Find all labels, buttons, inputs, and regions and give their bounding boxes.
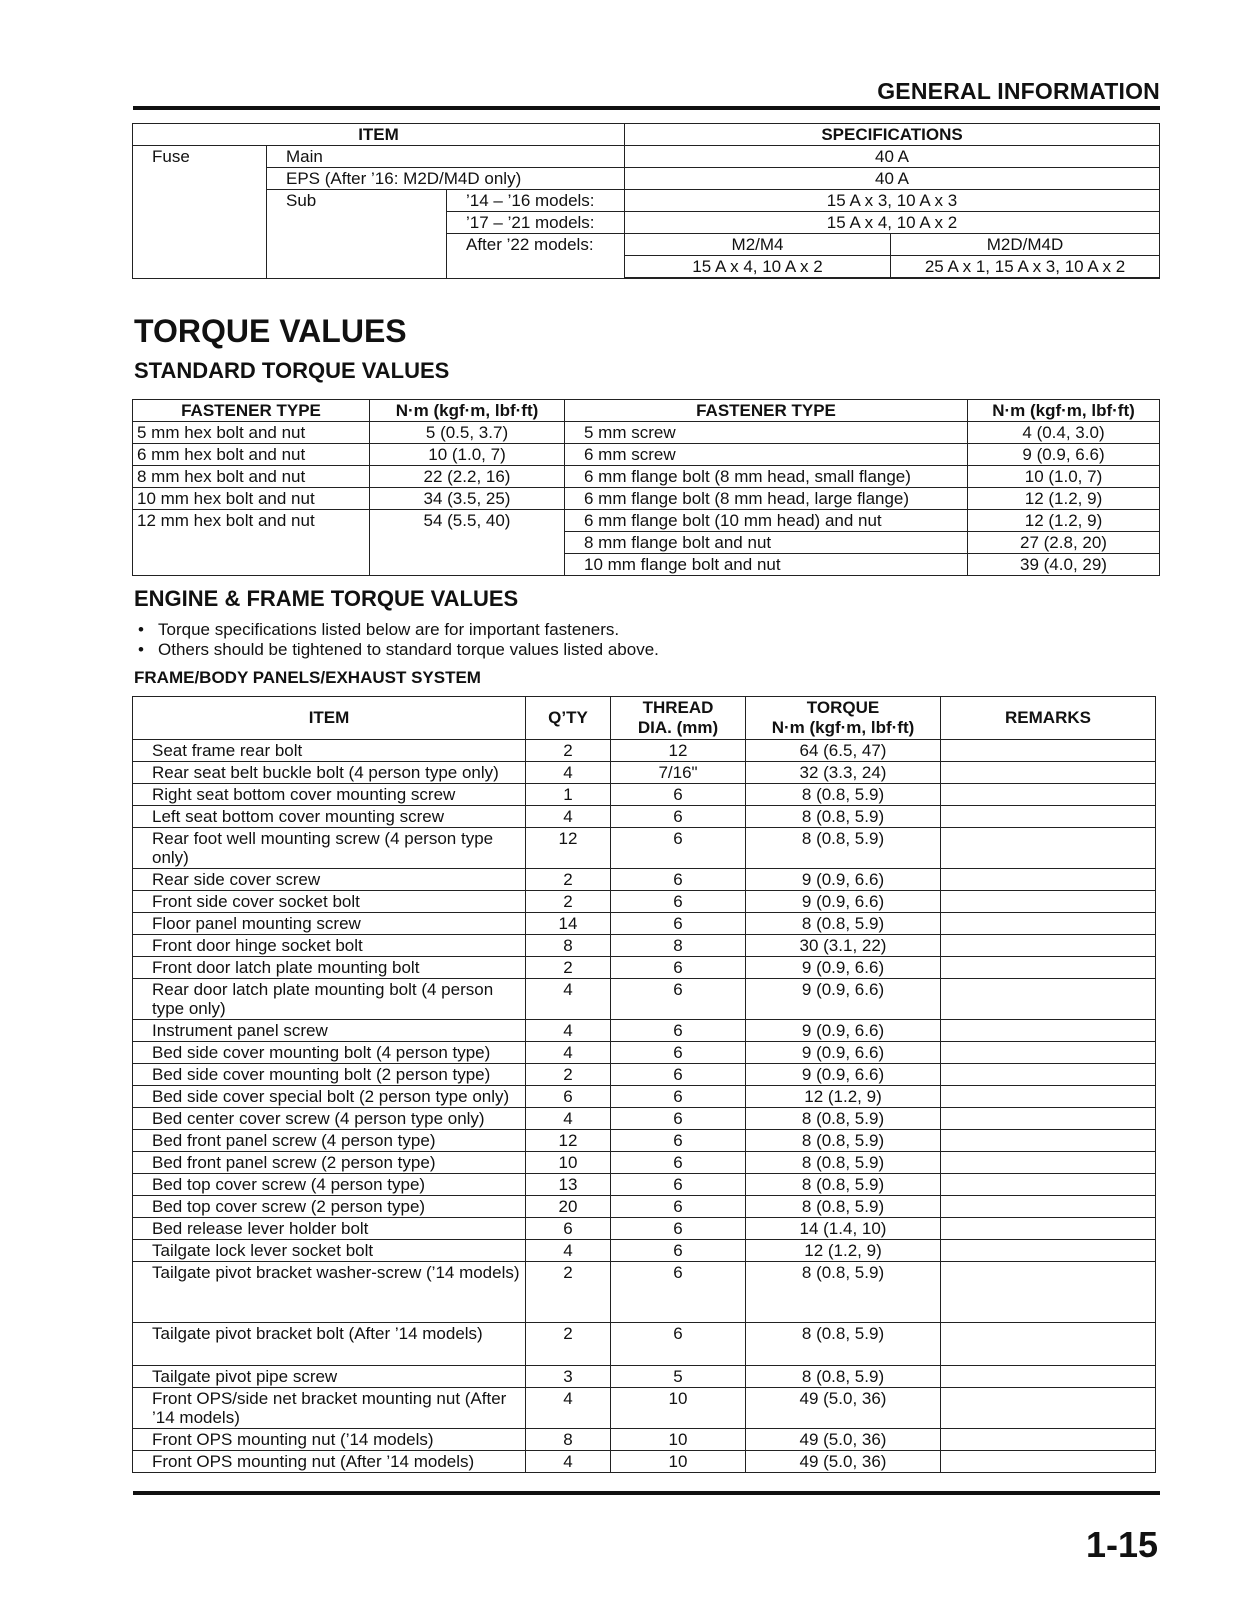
row-item: Rear foot well mounting screw (4 person type only) bbox=[133, 828, 526, 869]
row-qty: 1 bbox=[526, 784, 611, 806]
row-torque: 8 (0.8, 5.9) bbox=[746, 1323, 941, 1366]
table-row bbox=[133, 762, 1156, 784]
table-row bbox=[133, 828, 1156, 869]
fuse-m2m4-value: 15 A x 4, 10 A x 2 bbox=[625, 256, 891, 278]
fuse-sub-14-16-label: ’14 – ’16 models: bbox=[447, 190, 625, 212]
table-row bbox=[133, 869, 1156, 891]
row-remarks bbox=[941, 913, 1156, 935]
col-thread-line2: DIA. (mm) bbox=[637, 718, 719, 737]
table-row bbox=[133, 740, 1156, 762]
row-thread-dia: 6 bbox=[611, 869, 746, 891]
table-row bbox=[133, 1130, 1156, 1152]
row-qty: 6 bbox=[526, 1086, 611, 1108]
row-item: Bed top cover screw (2 person type) bbox=[133, 1196, 526, 1218]
fastener-type: 12 mm hex bolt and nut bbox=[133, 510, 370, 532]
row-thread-dia: 6 bbox=[611, 1152, 746, 1174]
table-row bbox=[133, 784, 1156, 806]
table-row bbox=[133, 957, 1156, 979]
table-row bbox=[133, 1042, 1156, 1064]
row-torque: 8 (0.8, 5.9) bbox=[746, 1108, 941, 1130]
table-row bbox=[133, 1108, 1156, 1130]
row-remarks bbox=[941, 1020, 1156, 1042]
row-torque: 12 (1.2, 9) bbox=[746, 1086, 941, 1108]
row-remarks bbox=[941, 784, 1156, 806]
row-torque: 8 (0.8, 5.9) bbox=[746, 1130, 941, 1152]
fuse-main-value: 40 A bbox=[625, 146, 1160, 168]
row-qty: 8 bbox=[526, 935, 611, 957]
col-torque-left: N·m (kgf·m, lbf·ft) bbox=[370, 400, 565, 422]
standard-torque-table bbox=[132, 399, 1160, 576]
row-remarks bbox=[941, 1042, 1156, 1064]
row-torque: 8 (0.8, 5.9) bbox=[746, 1262, 941, 1323]
row-qty: 2 bbox=[526, 740, 611, 762]
row-remarks bbox=[941, 1429, 1156, 1451]
fuse-group-label: Fuse bbox=[133, 146, 267, 279]
row-thread-dia: 6 bbox=[611, 1174, 746, 1196]
row-torque: 8 (0.8, 5.9) bbox=[746, 806, 941, 828]
row-item: Bed side cover special bolt (2 person type only) bbox=[133, 1086, 526, 1108]
torque-values-title: TORQUE VALUES bbox=[134, 313, 407, 349]
fastener-type: 6 mm flange bolt (8 mm head, small flange) bbox=[565, 466, 968, 488]
table-row bbox=[133, 1152, 1156, 1174]
row-thread-dia: 6 bbox=[611, 1196, 746, 1218]
table-row bbox=[133, 1388, 1156, 1429]
row-torque: 30 (3.1, 22) bbox=[746, 935, 941, 957]
row-torque: 9 (0.9, 6.6) bbox=[746, 869, 941, 891]
fastener-type: 6 mm screw bbox=[565, 444, 968, 466]
row-torque: 8 (0.8, 5.9) bbox=[746, 1196, 941, 1218]
notes-list bbox=[138, 620, 659, 660]
row-remarks bbox=[941, 1152, 1156, 1174]
fuse-m2dm4d-label: M2D/M4D bbox=[891, 234, 1160, 256]
row-thread-dia: 6 bbox=[611, 1262, 746, 1323]
row-item: Front OPS mounting nut (’14 models) bbox=[133, 1429, 526, 1451]
row-thread-dia: 6 bbox=[611, 1042, 746, 1064]
torque-value: 12 (1.2, 9) bbox=[968, 510, 1160, 532]
row-qty: 4 bbox=[526, 1042, 611, 1064]
note-item: • Torque specifications listed below are for important fasteners. bbox=[138, 620, 659, 640]
row-thread-dia: 10 bbox=[611, 1429, 746, 1451]
col-thread-dia bbox=[611, 697, 746, 740]
fastener-type: 10 mm hex bolt and nut bbox=[133, 488, 370, 510]
row-item: Front door hinge socket bolt bbox=[133, 935, 526, 957]
row-thread-dia: 6 bbox=[611, 1108, 746, 1130]
row-thread-dia: 6 bbox=[611, 979, 746, 1020]
row-remarks bbox=[941, 1174, 1156, 1196]
row-item: Front OPS/side net bracket mounting nut (After ’14 models) bbox=[133, 1388, 526, 1429]
row-thread-dia: 5 bbox=[611, 1366, 746, 1388]
row-remarks bbox=[941, 979, 1156, 1020]
fuse-sub-17-21-label: ’17 – ’21 models: bbox=[447, 212, 625, 234]
table-row bbox=[133, 466, 1160, 488]
row-qty: 2 bbox=[526, 957, 611, 979]
row-torque: 12 (1.2, 9) bbox=[746, 1240, 941, 1262]
col-item: ITEM bbox=[133, 697, 526, 740]
row-qty: 4 bbox=[526, 1388, 611, 1429]
col-qty: Q’TY bbox=[526, 697, 611, 740]
table-row bbox=[133, 935, 1156, 957]
header-rule bbox=[133, 106, 1160, 110]
row-qty: 2 bbox=[526, 869, 611, 891]
col-torque-line1: TORQUE bbox=[806, 698, 880, 717]
row-remarks bbox=[941, 1196, 1156, 1218]
row-remarks bbox=[941, 740, 1156, 762]
fastener-type: 8 mm flange bolt and nut bbox=[565, 532, 968, 554]
row-torque: 9 (0.9, 6.6) bbox=[746, 957, 941, 979]
row-qty: 12 bbox=[526, 828, 611, 869]
row-thread-dia: 6 bbox=[611, 957, 746, 979]
row-qty: 4 bbox=[526, 979, 611, 1020]
row-thread-dia: 6 bbox=[611, 806, 746, 828]
fastener-type: 8 mm hex bolt and nut bbox=[133, 466, 370, 488]
table-row bbox=[133, 1240, 1156, 1262]
fuse-main-label: Main bbox=[267, 146, 625, 168]
row-item: Bed side cover mounting bolt (2 person type) bbox=[133, 1064, 526, 1086]
row-item: Front side cover socket bolt bbox=[133, 891, 526, 913]
row-item: Rear side cover screw bbox=[133, 869, 526, 891]
table-row bbox=[133, 1218, 1156, 1240]
fuse-sub-after22-label: After ’22 models: bbox=[447, 234, 625, 279]
row-torque: 9 (0.9, 6.6) bbox=[746, 979, 941, 1020]
row-item: Bed front panel screw (4 person type) bbox=[133, 1130, 526, 1152]
row-item: Right seat bottom cover mounting screw bbox=[133, 784, 526, 806]
fastener-type: 5 mm hex bolt and nut bbox=[133, 422, 370, 444]
row-torque: 49 (5.0, 36) bbox=[746, 1388, 941, 1429]
row-torque: 8 (0.8, 5.9) bbox=[746, 913, 941, 935]
row-item: Rear door latch plate mounting bolt (4 person type only) bbox=[133, 979, 526, 1020]
row-qty: 3 bbox=[526, 1366, 611, 1388]
col-torque-line2: N·m (kgf·m, lbf·ft) bbox=[771, 718, 915, 737]
torque-value: 5 (0.5, 3.7) bbox=[370, 422, 565, 444]
torque-value: 12 (1.2, 9) bbox=[968, 488, 1160, 510]
fuse-spec-table bbox=[132, 123, 1160, 279]
fuse-sub-14-16-value: 15 A x 3, 10 A x 3 bbox=[625, 190, 1160, 212]
table-row bbox=[133, 488, 1160, 510]
torque-value: 27 (2.8, 20) bbox=[968, 532, 1160, 554]
row-item: Front door latch plate mounting bolt bbox=[133, 957, 526, 979]
row-remarks bbox=[941, 1262, 1156, 1323]
row-thread-dia: 10 bbox=[611, 1451, 746, 1473]
fuse-m2dm4d-value: 25 A x 1, 15 A x 3, 10 A x 2 bbox=[891, 256, 1160, 278]
row-qty: 14 bbox=[526, 913, 611, 935]
row-remarks bbox=[941, 957, 1156, 979]
note-item: • Others should be tightened to standard torque values listed above. bbox=[138, 640, 659, 660]
row-torque: 64 (6.5, 47) bbox=[746, 740, 941, 762]
row-qty: 10 bbox=[526, 1152, 611, 1174]
row-item: Tailgate pivot bracket bolt (After ’14 models) bbox=[133, 1323, 526, 1366]
row-item: Front OPS mounting nut (After ’14 models) bbox=[133, 1451, 526, 1473]
row-remarks bbox=[941, 891, 1156, 913]
row-qty: 12 bbox=[526, 1130, 611, 1152]
table-row bbox=[133, 532, 1160, 554]
table-row bbox=[133, 1086, 1156, 1108]
empty-cell bbox=[133, 554, 370, 576]
fuse-sub-17-21-value: 15 A x 4, 10 A x 2 bbox=[625, 212, 1160, 234]
fuse-m2m4-label: M2/M4 bbox=[625, 234, 891, 256]
col-item: ITEM bbox=[133, 124, 625, 146]
torque-value: 4 (0.4, 3.0) bbox=[968, 422, 1160, 444]
fastener-type: 10 mm flange bolt and nut bbox=[565, 554, 968, 576]
row-torque: 14 (1.4, 10) bbox=[746, 1218, 941, 1240]
table-row bbox=[133, 1429, 1156, 1451]
col-specifications: SPECIFICATIONS bbox=[625, 124, 1160, 146]
row-qty: 6 bbox=[526, 1218, 611, 1240]
col-torque bbox=[746, 697, 941, 740]
row-thread-dia: 6 bbox=[611, 784, 746, 806]
row-thread-dia: 6 bbox=[611, 828, 746, 869]
row-item: Tailgate pivot pipe screw bbox=[133, 1366, 526, 1388]
table-row bbox=[133, 1323, 1156, 1366]
table-row bbox=[133, 1262, 1156, 1323]
row-torque: 8 (0.8, 5.9) bbox=[746, 1366, 941, 1388]
table-row bbox=[133, 1196, 1156, 1218]
row-thread-dia: 6 bbox=[611, 1240, 746, 1262]
row-remarks bbox=[941, 1086, 1156, 1108]
row-thread-dia: 10 bbox=[611, 1388, 746, 1429]
row-qty: 20 bbox=[526, 1196, 611, 1218]
row-item: Tailgate pivot bracket washer-screw (’14 models) bbox=[133, 1262, 526, 1323]
torque-value: 54 (5.5, 40) bbox=[370, 510, 565, 532]
row-torque: 9 (0.9, 6.6) bbox=[746, 891, 941, 913]
row-torque: 32 (3.3, 24) bbox=[746, 762, 941, 784]
table-row bbox=[133, 422, 1160, 444]
row-torque: 8 (0.8, 5.9) bbox=[746, 784, 941, 806]
row-item: Instrument panel screw bbox=[133, 1020, 526, 1042]
row-qty: 4 bbox=[526, 1020, 611, 1042]
row-remarks bbox=[941, 935, 1156, 957]
table-row bbox=[133, 913, 1156, 935]
fuse-eps-label: EPS (After ’16: M2D/M4D only) bbox=[267, 168, 625, 190]
row-thread-dia: 6 bbox=[611, 913, 746, 935]
row-torque: 9 (0.9, 6.6) bbox=[746, 1020, 941, 1042]
table-row bbox=[133, 1020, 1156, 1042]
engine-frame-title: ENGINE & FRAME TORQUE VALUES bbox=[134, 586, 519, 611]
empty-cell bbox=[370, 532, 565, 554]
table-row bbox=[133, 554, 1160, 576]
fuse-sub-label: Sub bbox=[267, 190, 447, 279]
row-remarks bbox=[941, 1366, 1156, 1388]
table-row bbox=[133, 1451, 1156, 1473]
row-qty: 13 bbox=[526, 1174, 611, 1196]
row-torque: 49 (5.0, 36) bbox=[746, 1429, 941, 1451]
row-item: Floor panel mounting screw bbox=[133, 913, 526, 935]
row-thread-dia: 6 bbox=[611, 1323, 746, 1366]
table-row bbox=[133, 1174, 1156, 1196]
row-qty: 4 bbox=[526, 1451, 611, 1473]
row-remarks bbox=[941, 1130, 1156, 1152]
torque-value: 22 (2.2, 16) bbox=[370, 466, 565, 488]
standard-torque-title: STANDARD TORQUE VALUES bbox=[134, 358, 450, 383]
fuse-eps-value: 40 A bbox=[625, 168, 1160, 190]
row-item: Bed top cover screw (4 person type) bbox=[133, 1174, 526, 1196]
row-thread-dia: 6 bbox=[611, 1218, 746, 1240]
table-row bbox=[133, 1366, 1156, 1388]
page-number: 1-15 bbox=[1085, 1524, 1158, 1565]
torque-value: 34 (3.5, 25) bbox=[370, 488, 565, 510]
row-remarks bbox=[941, 1108, 1156, 1130]
row-item: Left seat bottom cover mounting screw bbox=[133, 806, 526, 828]
row-item: Bed front panel screw (2 person type) bbox=[133, 1152, 526, 1174]
row-qty: 4 bbox=[526, 1240, 611, 1262]
row-thread-dia: 8 bbox=[611, 935, 746, 957]
row-qty: 4 bbox=[526, 806, 611, 828]
row-item: Rear seat belt buckle bolt (4 person type only) bbox=[133, 762, 526, 784]
row-qty: 2 bbox=[526, 1323, 611, 1366]
row-thread-dia: 6 bbox=[611, 1020, 746, 1042]
row-torque: 8 (0.8, 5.9) bbox=[746, 1174, 941, 1196]
footer-rule bbox=[133, 1491, 1160, 1495]
table-row bbox=[133, 444, 1160, 466]
empty-cell bbox=[370, 554, 565, 576]
row-remarks bbox=[941, 1323, 1156, 1366]
row-torque: 8 (0.8, 5.9) bbox=[746, 828, 941, 869]
row-remarks bbox=[941, 1451, 1156, 1473]
table-row bbox=[133, 979, 1156, 1020]
fastener-type: 6 mm hex bolt and nut bbox=[133, 444, 370, 466]
torque-value: 10 (1.0, 7) bbox=[370, 444, 565, 466]
fastener-type: 5 mm screw bbox=[565, 422, 968, 444]
section-header: GENERAL INFORMATION bbox=[877, 78, 1160, 104]
row-torque: 49 (5.0, 36) bbox=[746, 1451, 941, 1473]
row-remarks bbox=[941, 1388, 1156, 1429]
row-qty: 4 bbox=[526, 762, 611, 784]
row-remarks bbox=[941, 1064, 1156, 1086]
col-remarks: REMARKS bbox=[941, 697, 1156, 740]
torque-value: 10 (1.0, 7) bbox=[968, 466, 1160, 488]
table-row bbox=[133, 510, 1160, 532]
row-remarks bbox=[941, 869, 1156, 891]
fastener-type: 6 mm flange bolt (10 mm head) and nut bbox=[565, 510, 968, 532]
torque-value: 9 (0.9, 6.6) bbox=[968, 444, 1160, 466]
row-torque: 9 (0.9, 6.6) bbox=[746, 1064, 941, 1086]
empty-cell bbox=[133, 532, 370, 554]
row-item: Bed center cover screw (4 person type only) bbox=[133, 1108, 526, 1130]
fuse-spacer bbox=[625, 278, 1160, 279]
row-thread-dia: 12 bbox=[611, 740, 746, 762]
frame-torque-table bbox=[132, 696, 1156, 1473]
row-qty: 4 bbox=[526, 1108, 611, 1130]
row-qty: 2 bbox=[526, 891, 611, 913]
row-remarks bbox=[941, 1218, 1156, 1240]
row-item: Bed release lever holder bolt bbox=[133, 1218, 526, 1240]
frame-body-subsection-title: FRAME/BODY PANELS/EXHAUST SYSTEM bbox=[134, 668, 481, 687]
row-item: Tailgate lock lever socket bolt bbox=[133, 1240, 526, 1262]
row-thread-dia: 6 bbox=[611, 1064, 746, 1086]
table-row bbox=[133, 891, 1156, 913]
row-remarks bbox=[941, 828, 1156, 869]
row-qty: 2 bbox=[526, 1064, 611, 1086]
row-thread-dia: 6 bbox=[611, 1086, 746, 1108]
row-thread-dia: 6 bbox=[611, 1130, 746, 1152]
table-row bbox=[133, 1064, 1156, 1086]
row-torque: 8 (0.8, 5.9) bbox=[746, 1152, 941, 1174]
row-torque: 9 (0.9, 6.6) bbox=[746, 1042, 941, 1064]
col-torque-right: N·m (kgf·m, lbf·ft) bbox=[968, 400, 1160, 422]
row-item: Seat frame rear bolt bbox=[133, 740, 526, 762]
row-remarks bbox=[941, 762, 1156, 784]
row-remarks bbox=[941, 806, 1156, 828]
row-thread-dia: 6 bbox=[611, 891, 746, 913]
row-thread-dia: 7/16" bbox=[611, 762, 746, 784]
row-qty: 2 bbox=[526, 1262, 611, 1323]
table-row bbox=[133, 806, 1156, 828]
col-fastener-type-left: FASTENER TYPE bbox=[133, 400, 370, 422]
col-thread-line1: THREAD bbox=[642, 698, 714, 717]
fastener-type: 6 mm flange bolt (8 mm head, large flange) bbox=[565, 488, 968, 510]
row-remarks bbox=[941, 1240, 1156, 1262]
row-qty: 8 bbox=[526, 1429, 611, 1451]
torque-value: 39 (4.0, 29) bbox=[968, 554, 1160, 576]
col-fastener-type-right: FASTENER TYPE bbox=[565, 400, 968, 422]
row-item: Bed side cover mounting bolt (4 person type) bbox=[133, 1042, 526, 1064]
